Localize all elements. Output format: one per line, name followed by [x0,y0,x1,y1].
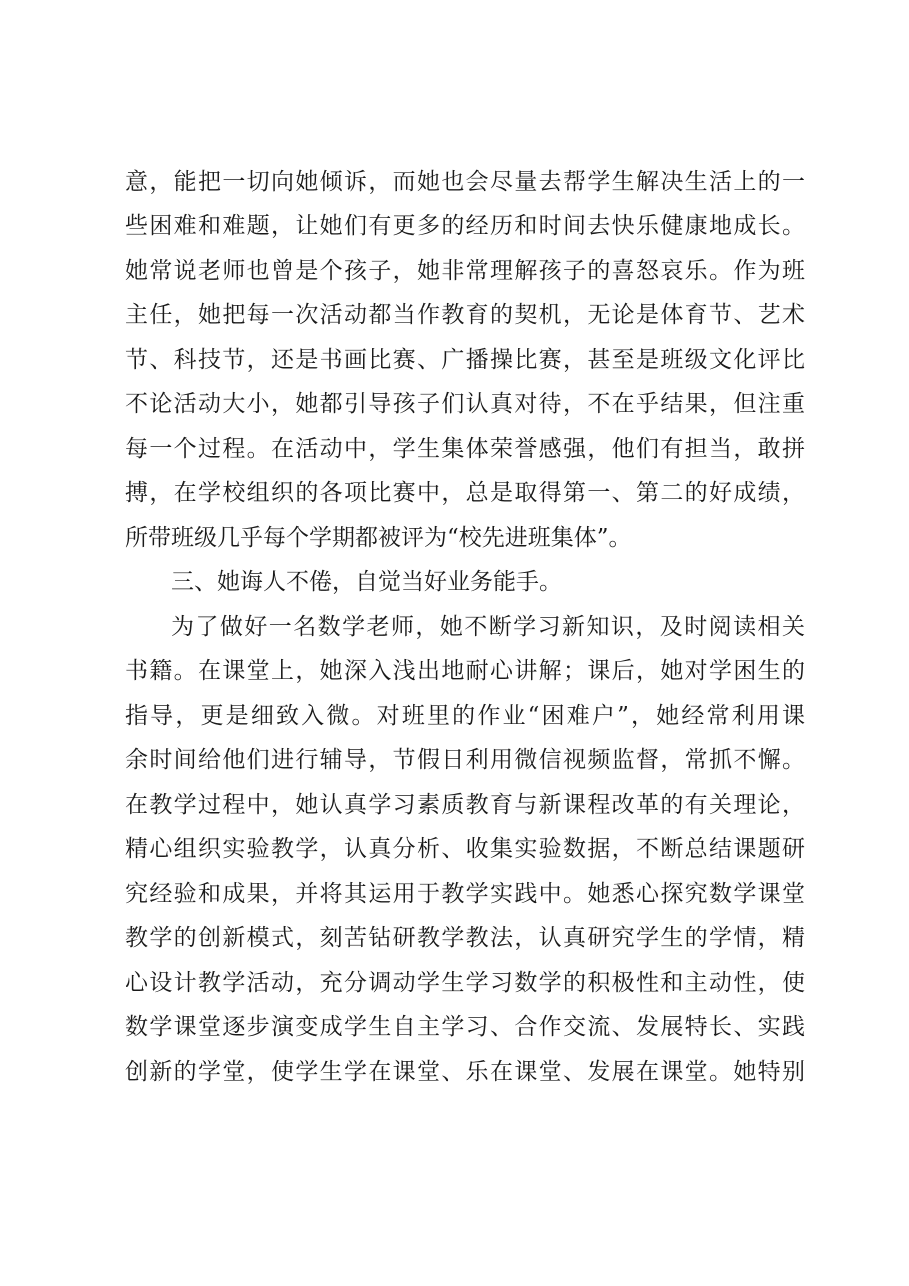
text-line: 不论活动大小，她都引导孩子们认真对待，不在乎结果，但注重 [125,391,805,417]
text-line: 究经验和成果，并将其运用于教学实践中。她悉心探究数学课堂 [125,881,805,907]
text-line: 教学的创新模式，刻苦钻研教学教法，认真研究学生的学情，精 [125,925,805,951]
text-line: 主任，她把每一次活动都当作教育的契机，无论是体育节、艺术 [125,302,805,328]
text-line: 在教学过程中，她认真学习素质教育与新课程改革的有关理论， [125,792,805,818]
text-line: 意，能把一切向她倾诉，而她也会尽量去帮学生解决生活上的一 [125,169,805,195]
text-line: 余时间给他们进行辅导，节假日利用微信视频监督，常抓不懈。 [125,747,805,773]
text-line: 指导，更是细致入微。对班里的作业“困难户”，她经常利用课 [125,703,805,729]
text-line: 所带班级几乎每个学期都被评为“校先进班集体”。 [125,525,632,551]
section-heading: 三、她诲人不倦，自觉当好业务能手。 [171,569,562,595]
text-line: 创新的学堂，使学生学在课堂、乐在课堂、发展在课堂。她特别 [125,1059,805,1085]
paragraph-start: 为了做好一名数学老师，她不断学习新知识，及时阅读相关 [171,614,805,640]
text-line: 精心组织实验教学，认真分析、收集实验数据，不断总结课题研 [125,836,805,862]
text-line: 她常说老师也曾是个孩子，她非常理解孩子的喜怒哀乐。作为班 [125,258,805,284]
text-line: 数学课堂逐步演变成学生自主学习、合作交流、发展特长、实践 [125,1014,805,1040]
text-line: 每一个过程。在活动中，学生集体荣誉感强，他们有担当，敢拼 [125,436,805,462]
text-line: 节、科技节，还是书画比赛、广播操比赛，甚至是班级文化评比 [125,347,805,373]
text-line: 书籍。在课堂上，她深入浅出地耐心讲解；课后，她对学困生的 [125,658,805,684]
text-line: 些困难和难题，让她们有更多的经历和时间去快乐健康地成长。 [125,213,805,239]
text-line: 心设计教学活动，充分调动学生学习数学的积极性和主动性，使 [125,970,805,996]
text-line: 搏，在学校组织的各项比赛中，总是取得第一、第二的好成绩， [125,480,805,506]
